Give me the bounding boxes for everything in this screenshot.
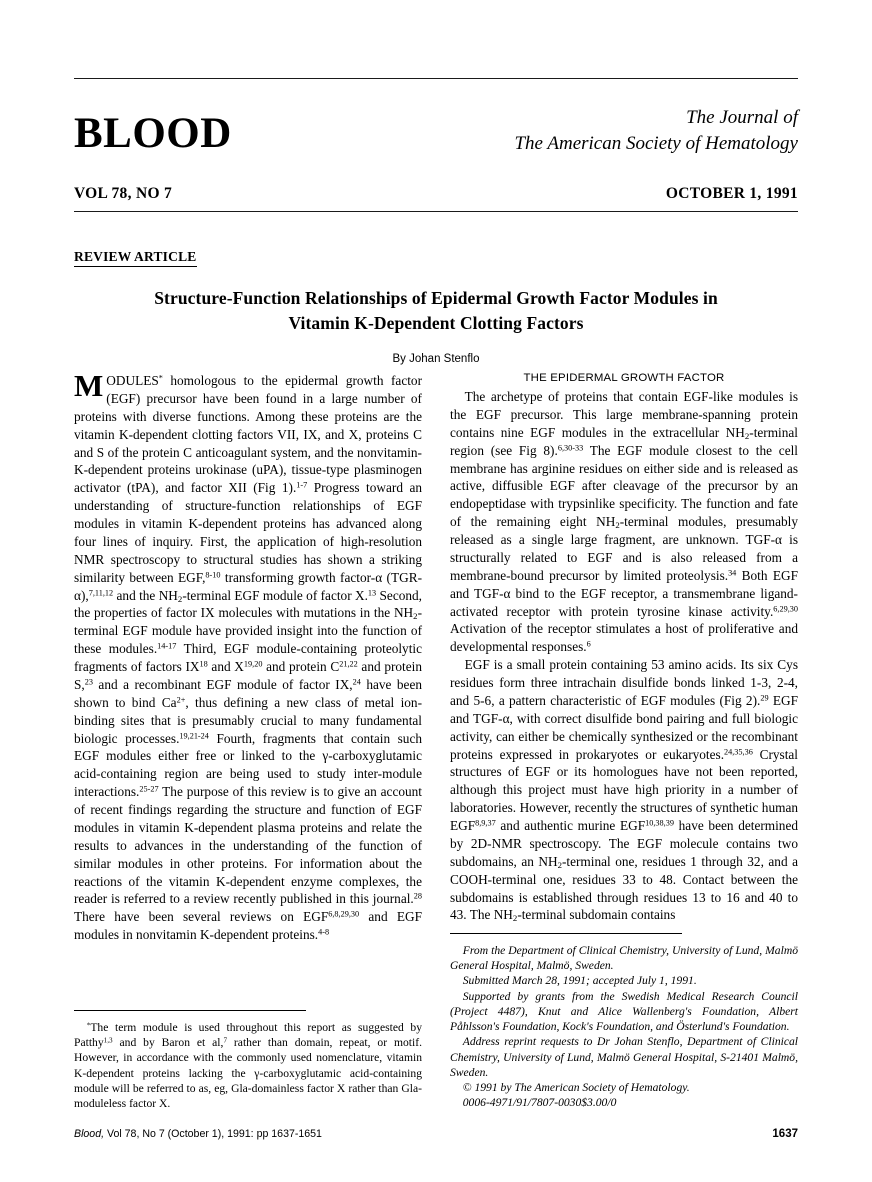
paragraph-egf-precursor xyxy=(450,388,798,656)
article-title-line1: Structure-Function Relationships of Epidermal Growth Factor Modules in xyxy=(154,288,718,308)
ref-23: 23 xyxy=(84,677,93,687)
ref-28: 28 xyxy=(413,892,422,902)
footnote-reprints: Address reprint requests to Dr Johan Stenflo, Department of Clinical Chemistry, University of Lund, Malmö General Hospital, S-21401 Malmö, Sweden. xyxy=(450,1035,798,1079)
footer-citation xyxy=(74,1128,322,1140)
footnote-affiliation: From the Department of Clinical Chemistry, University of Lund, Malmö General Hospital, Malmö, Sweden. xyxy=(450,944,798,973)
intro-text-b: Progress toward an understanding of structure-function relationships of EGF modules in vitamin K-dependent proteins has advanced along four lines of inquiry. First, the application of high-resolution NMR spectroscopy to structural studies has shown a striking similarity between EGF, xyxy=(74,480,423,585)
article-title-line2: Vitamin K-Dependent Clotting Factors xyxy=(288,312,584,333)
journal-subtitle-line2: The American Society of Hematology xyxy=(514,132,798,154)
footer-citation-rest: Vol 78, No 7 (October 1), 1991: pp 1637-1651 xyxy=(104,1128,322,1140)
masthead xyxy=(74,78,798,212)
egf-text-a: The archetype of proteins that contain EGF-like modules is the EGF precursor. This large membrane-spanning protein contains nine EGF modules in the extracellular NH xyxy=(450,389,798,440)
egf2-text-c: Crystal structures of EGF or its homologues have not been reported, although this project must have high priority in a number of laboratories. However, recently the structures of synthetic human EGF xyxy=(450,746,798,833)
footnote-issn: 0006-4971/91/7807-0030$3.00/0 xyxy=(462,1096,617,1110)
footnote-right-rule xyxy=(450,933,682,934)
egf-text-c: The EGF module closest to the cell membrane has arginine residues on either side and is released as active, diffusible EGF after cleavage of the precursor by an endopeptidase with trypsinlike specificity. The function and fate of the remaining eight NH xyxy=(450,442,798,530)
column-left xyxy=(74,368,423,944)
ref-1-3: 1,3 xyxy=(103,1036,113,1045)
ref-7: 7 xyxy=(223,1036,228,1045)
intro-text-q: There have been several reviews on EGF xyxy=(74,909,329,925)
intro-text-e: -terminal EGF module of factor X. xyxy=(182,587,368,603)
subscript-2-f: 2 xyxy=(512,913,518,924)
issue-date: OCTOBER 1, 1991 xyxy=(665,184,798,202)
ref-13: 13 xyxy=(367,588,377,598)
ref-21-22: 21,22 xyxy=(339,659,358,669)
intro-text-i: and X xyxy=(207,659,244,674)
intro-text-n: , thus defining a new class of metal ion-binding sites that is presumably crucial to many fundamental biologic processes. xyxy=(74,694,423,746)
footnote-left-marker: * xyxy=(86,1021,91,1030)
intro-text-r: and EGF modules in nonvitamin K-dependent proteins. xyxy=(74,909,422,943)
egf2-text-b: EGF and TGF-α, with correct disulfide bond pairing and full biologic activity, can either be chemically synthesized or the recombinant proteins expressed in prokaryotes or eukaryotes. xyxy=(450,692,798,762)
footnote-left xyxy=(74,1010,422,1111)
ref-6-29-30: 6,29,30 xyxy=(773,604,798,614)
intro-text-j: and protein C xyxy=(262,659,340,674)
intro-text-c: transforming growth factor-α (TGR-α), xyxy=(74,569,422,603)
section-heading-epidermal-growth-factor: THE EPIDERMAL GROWTH FACTOR xyxy=(523,372,725,384)
ref-19-20: 19,20 xyxy=(243,659,263,669)
egf2-text-f: -terminal one, residues 1 through 32, and a COOH-terminal one, residues 33 to 48. Contact between the subdomains is established through residues 13 to 16 and 40 to 43. The NH xyxy=(450,853,798,923)
masthead-bottom-rule xyxy=(74,211,798,212)
article-header xyxy=(74,248,798,365)
intro-text-l: and a recombinant EGF module of factor IX, xyxy=(92,676,353,692)
intro-text-p: The purpose of this review is to give an account of recent findings regarding the structure and function of EGF modules in vitamin K-dependent plasma proteins and relate the results to advances in the understanding of the function of similar modules in other proteins. For information about the reactions of the vitamin K-dependent enzyme complexes, the reader is referred to a review recently published in this journal. xyxy=(74,784,422,907)
ref-24-35-36: 24,35,36 xyxy=(724,747,753,757)
intro-text-d: and the NH xyxy=(113,587,178,603)
page-footer xyxy=(74,1128,798,1140)
subscript-2-d: 2 xyxy=(615,520,620,531)
ref-29: 29 xyxy=(760,693,769,703)
footnote-asterisk-paragraph xyxy=(74,1020,422,1111)
drop-cap: M xyxy=(74,368,104,403)
intro-text-a: homologous to the epidermal growth factor (EGF) precursor have been found in a large number of proteins with diverse functions. Among these proteins are the vitamin K-dependent clotting factors VII, IX, and X, proteins C and S of the protein C anticoagulant system, and the nonvitamin-K-dependent proteins urokinase (uPA), tissue-type plasminogen activator (tPA), and factor XII (Fig 1). xyxy=(74,373,422,496)
column-right-text xyxy=(450,388,798,924)
ref-6: 6 xyxy=(586,639,591,649)
ref-6-30-33: 6,30-33 xyxy=(557,443,584,453)
page-number: 1637 xyxy=(772,1128,798,1140)
byline: By Johan Stenflo xyxy=(392,352,480,365)
footnote-left-text xyxy=(74,1020,422,1111)
footnote-right xyxy=(450,933,798,1111)
ref-24: 24 xyxy=(352,677,361,687)
subscript-2-e: 2 xyxy=(557,859,562,870)
ref-6-8-29-30: 6,8,29,30 xyxy=(328,909,360,919)
intro-text-h: Third, EGF module-containing proteolytic fragments of factors IX xyxy=(74,641,423,674)
intro-smallcaps: ODULES xyxy=(106,373,159,388)
footnote-left-a: The term module is used throughout this report as suggested by Patthy xyxy=(74,1021,422,1050)
ref-10-38-39: 10,38,39 xyxy=(645,818,674,828)
ref-1-7: 1-7 xyxy=(296,480,308,490)
paragraph-egf-structure xyxy=(450,656,798,924)
journal-subtitle xyxy=(514,105,798,157)
ref-34: 34 xyxy=(728,568,737,578)
journal-subtitle-line1: The Journal of xyxy=(686,107,798,128)
ref-19-21-24: 19,21-24 xyxy=(179,731,209,741)
egf-text-f: Activation of the receptor stimulates a host of proliferative and developmental responses. xyxy=(450,621,798,655)
footnote-submitted: Submitted March 28, 1991; accepted July 1, 1991. xyxy=(462,974,697,988)
egf-text-d: -terminal modules, presumably released as a single large fragment, are unknown. TGF-α is structurally related to EGF and is also released from a membrane-bound precursor by limited proteolysis. xyxy=(450,514,798,583)
volume-row xyxy=(74,185,798,203)
intro-text-k: and protein S, xyxy=(74,659,422,692)
egf2-text-d: and authentic murine EGF xyxy=(495,818,646,833)
subscript-2-b: 2 xyxy=(413,611,418,622)
ref-18: 18 xyxy=(199,659,208,669)
intro-text-o: Fourth, fragments that contain such EGF modules either free or linked to the γ-carboxyglutamic acid-containing region are being used to study inter-module interactions. xyxy=(74,730,423,800)
ref-7-11-12: 7,11,12 xyxy=(88,588,114,598)
footnote-left-rule xyxy=(74,1010,306,1011)
footnote-copyright: © 1991 by The American Society of Hematology. xyxy=(462,1081,690,1095)
ref-14-17: 14-17 xyxy=(157,641,177,651)
egf-text-e: Both EGF and TGF-α bind to the EGF receptor, a transmembrane ligand-activated receptor with protein tyrosine kinase activity. xyxy=(450,567,798,619)
footnote-marker: * xyxy=(158,373,163,383)
egf2-text-g: -terminal subdomain contains xyxy=(517,907,676,923)
egf-text-b: -terminal region (see Fig 8). xyxy=(450,424,798,458)
subscript-2-c: 2 xyxy=(744,430,750,441)
ref-4-8: 4-8 xyxy=(318,927,330,937)
intro-text-m: have been shown to bind Ca xyxy=(74,676,422,710)
intro-text-g: -terminal EGF module have provided insight into the function of these modules. xyxy=(74,605,422,657)
ref-25-27: 25-27 xyxy=(139,784,159,794)
subscript-2-a: 2 xyxy=(177,593,183,604)
footnote-left-c: rather than domain, repeat, or motif. However, in accordance with the commonly used nomenclature, vitamin K-dependent proteins lacking the γ-carboxyglutamic acid-containing module will be referred to as, eg, Gla-domainless factor X rather than Gla-moduleless factor X. xyxy=(74,1036,422,1111)
article-type-label: REVIEW ARTICLE xyxy=(74,249,197,267)
column-left-text xyxy=(74,368,423,944)
volume-issue: VOL 78, NO 7 xyxy=(74,184,173,202)
footnote-left-b: and by Baron et al, xyxy=(112,1036,224,1050)
intro-text-f: Second, the properties of factor IX molecules with mutations in the NH xyxy=(74,587,422,621)
footer-journal-name: Blood, xyxy=(74,1128,105,1140)
superscript-2plus: 2+ xyxy=(176,695,186,705)
paragraph-intro xyxy=(74,368,423,944)
egf2-text-e: have been determined by 2D-NMR spectroscopy. The EGF molecule contains two subdomains, an NH xyxy=(450,818,799,869)
column-right xyxy=(450,372,798,924)
egf2-text-a: EGF is a small protein containing 53 amino acids. Its six Cys residues form three intrachain disulfide bonds linked 1-3, 2-4, and 5-6, a pattern characteristic of EGF modules (Fig 2). xyxy=(450,657,798,708)
journal-logo: BLOOD xyxy=(74,109,232,157)
footnote-support: Supported by grants from the Swedish Medical Research Council (Project 4487), Knut and Alice Wallenberg's Foundation, Albert Påhlsson's Foundation, Kock's Foundation, and Österlund's Foundation. xyxy=(450,989,798,1034)
masthead-row xyxy=(74,79,798,157)
footnote-right-text xyxy=(450,943,798,1111)
ref-8-10: 8-10 xyxy=(205,570,221,580)
ref-8-9-37: 8,9,37 xyxy=(475,818,496,828)
page-title xyxy=(74,286,798,336)
